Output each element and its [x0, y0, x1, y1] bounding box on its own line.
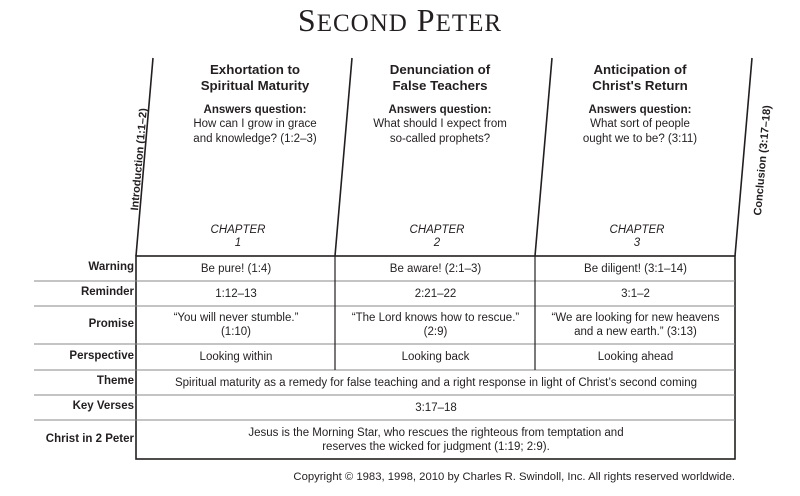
section-3-question-label: Answers question: — [588, 104, 692, 116]
section-1-heading-2: Spiritual Maturity — [200, 78, 310, 93]
section-1-heading-1: Exhortation to — [209, 62, 301, 77]
title-rest-1: ECOND — [316, 10, 408, 37]
chapter-3 — [587, 224, 687, 250]
row-label-theme: Theme — [96, 375, 134, 387]
chapter-1 — [188, 224, 288, 250]
section-2-heading-1: Denunciation of — [389, 62, 491, 77]
cell-promise-3-line1: “We are looking for new heavens — [551, 312, 720, 324]
cell-promise-3 — [536, 306, 735, 344]
cell-reminder-2: 2:21–22 — [414, 287, 457, 300]
section-1-question-1: How can I grow in grace — [193, 118, 317, 130]
row-label-perspective: Perspective — [69, 350, 134, 362]
chapter-3-number: 3 — [633, 237, 641, 249]
cell-warning-1: Be pure! (1:4) — [200, 262, 272, 275]
section-2-question-1: What should I expect from — [373, 118, 507, 130]
cell-key-verses: 3:17–18 — [415, 401, 457, 414]
cell-promise-1-line2: (1:10) — [220, 326, 252, 338]
section-2-question-label: Answers question: — [388, 104, 492, 116]
cell-perspective-2: Looking back — [401, 351, 470, 363]
section-2-heading-2: False Teachers — [392, 78, 488, 93]
cell-warning-2: Be aware! (2:1–3) — [389, 262, 482, 275]
introduction-label: Introduction (1:1–2) — [129, 107, 150, 212]
row-label-reminder: Reminder — [80, 286, 134, 298]
cell-christ-line1: Jesus is the Morning Star, who rescues the righteous from temptation and — [248, 426, 624, 439]
row-label-promise: Promise — [88, 318, 134, 330]
cell-promise-2-line1: “The Lord knows how to rescue.” — [351, 312, 520, 324]
chapter-2-label: CHAPTER — [409, 224, 465, 236]
title-rest-2: ETER — [435, 10, 503, 37]
divider-conclusion — [735, 58, 752, 256]
row-label-key-verses: Key Verses — [72, 400, 134, 412]
cell-perspective-3: Looking ahead — [597, 351, 674, 363]
conclusion-label: Conclusion (3:17–18) — [752, 104, 774, 217]
chapter-1-number: 1 — [234, 237, 242, 249]
cell-warning-3: Be diligent! (3:1–14) — [584, 262, 687, 275]
chapter-2 — [387, 224, 487, 250]
chapter-3-label: CHAPTER — [609, 224, 665, 236]
cell-theme: Spiritual maturity as a remedy for false teaching and a right response in light of Christ’s second coming — [174, 376, 698, 389]
copyright-notice: Copyright © 1983, 1998, 2010 by Charles R. Swindoll, Inc. All rights reserved worldwide. — [293, 471, 735, 483]
cell-christ — [137, 420, 735, 459]
cell-promise-2 — [336, 306, 535, 344]
title-cap-1: S — [297, 2, 317, 38]
cell-reminder-3: 3:1–2 — [621, 287, 650, 300]
section-3-heading-1: Anticipation of — [593, 62, 687, 77]
section-1-question-2: and knowledge? (1:2–3) — [193, 133, 317, 145]
section-1 — [160, 62, 350, 147]
row-label-warning: Warning — [88, 261, 134, 273]
cell-promise-1 — [137, 306, 335, 344]
section-1-question-label: Answers question: — [203, 104, 307, 116]
cell-christ-line2: reserves the wicked for judgment (1:19; 2:9). — [322, 440, 550, 453]
title-cap-2: P — [416, 2, 436, 38]
section-3-question-2: ought we to be? (3:11) — [582, 133, 698, 145]
chapter-2-number: 2 — [433, 237, 441, 249]
cell-promise-2-line2: (2:9) — [423, 326, 448, 338]
section-3 — [545, 62, 735, 147]
chapter-1-label: CHAPTER — [210, 224, 266, 236]
cell-perspective-1: Looking within — [199, 351, 273, 363]
cell-promise-1-line1: “You will never stumble.” — [173, 312, 299, 324]
section-3-question-1: What sort of people — [590, 118, 690, 130]
cell-reminder-1: 1:12–13 — [215, 287, 257, 300]
row-label-christ: Christ in 2 Peter — [45, 433, 134, 445]
section-2 — [345, 62, 535, 147]
cell-promise-3-line2: and a new earth.” (3:13) — [574, 326, 697, 338]
section-3-heading-2: Christ's Return — [592, 78, 688, 93]
section-2-question-2: so-called prophets? — [389, 133, 491, 145]
